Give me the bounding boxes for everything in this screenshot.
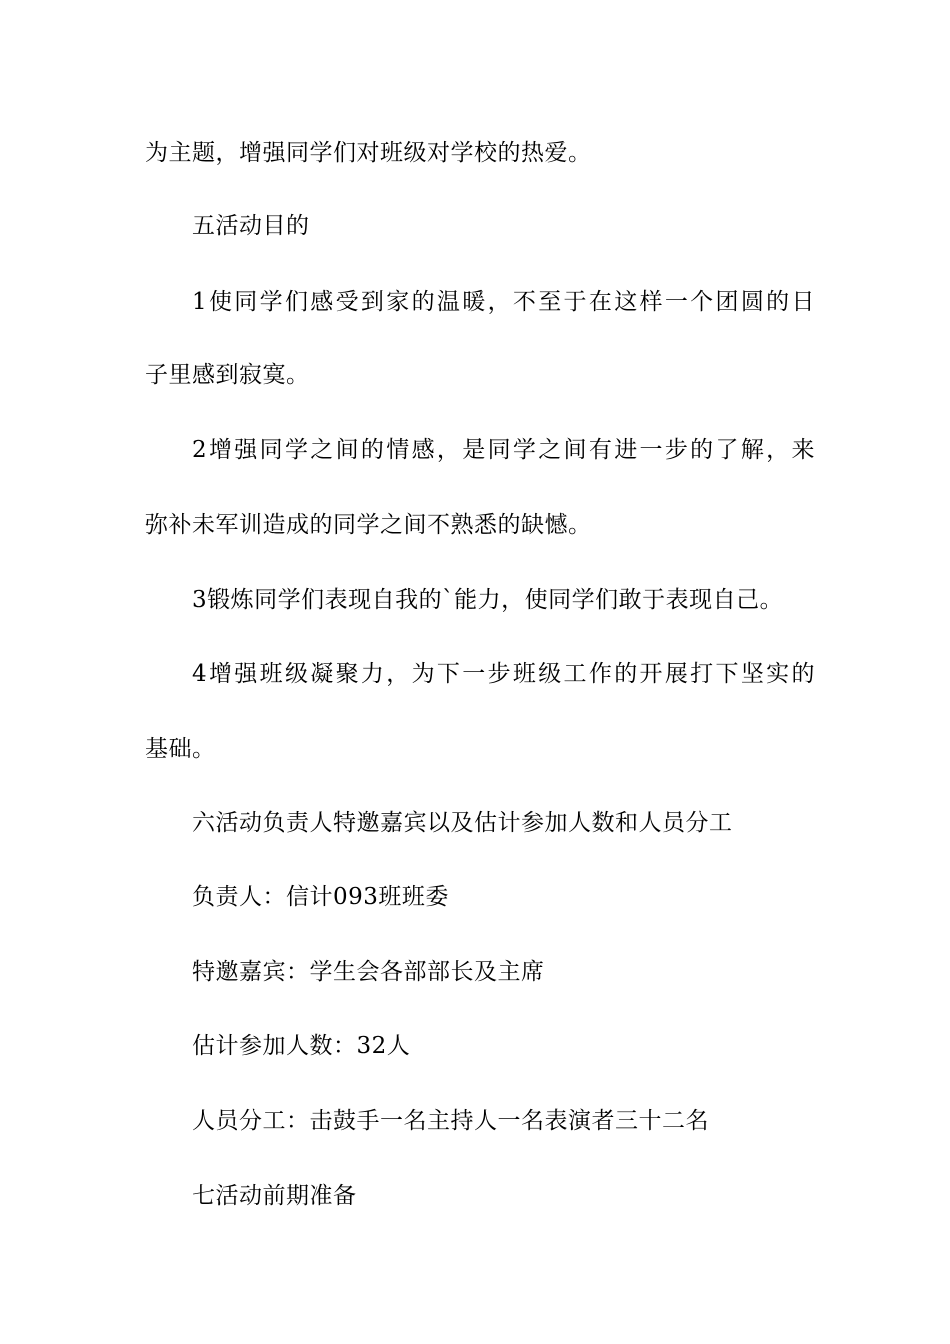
section-heading-purpose: 五活动目的 <box>192 213 310 239</box>
list-item-2-line-2: 弥补未军训造成的同学之间不熟悉的缺憾。 <box>145 512 592 538</box>
section-heading-preparation: 七活动前期准备 <box>192 1183 357 1209</box>
section-heading-staff: 六活动负责人特邀嘉宾以及估计参加人数和人员分工 <box>192 810 733 836</box>
list-item-1-line-1: 1使同学们感受到家的温暖，不至于在这样一个团圆的日 <box>192 289 815 315</box>
responsible-person: 负责人：信计093班班委 <box>192 884 449 910</box>
list-item-2-line-1: 2增强同学之间的情感，是同学之间有进一步的了解，来 <box>192 437 815 463</box>
staff-assignment: 人员分工：击鼓手一名主持人一名表演者三十二名 <box>192 1108 709 1134</box>
list-item-4-line-1: 4增强班级凝聚力，为下一步班级工作的开展打下坚实的 <box>192 661 815 687</box>
estimated-participants: 估计参加人数：32人 <box>192 1033 411 1059</box>
paragraph-line: 为主题，增强同学们对班级对学校的热爱。 <box>145 140 592 166</box>
list-item-4-line-2: 基础。 <box>145 736 216 762</box>
special-guests: 特邀嘉宾：学生会各部部长及主席 <box>192 959 545 985</box>
list-item-1-line-2: 子里感到寂寞。 <box>145 362 310 388</box>
list-item-3: 3锻炼同学们表现自我的`能力，使同学们敢于表现自己。 <box>192 587 784 613</box>
